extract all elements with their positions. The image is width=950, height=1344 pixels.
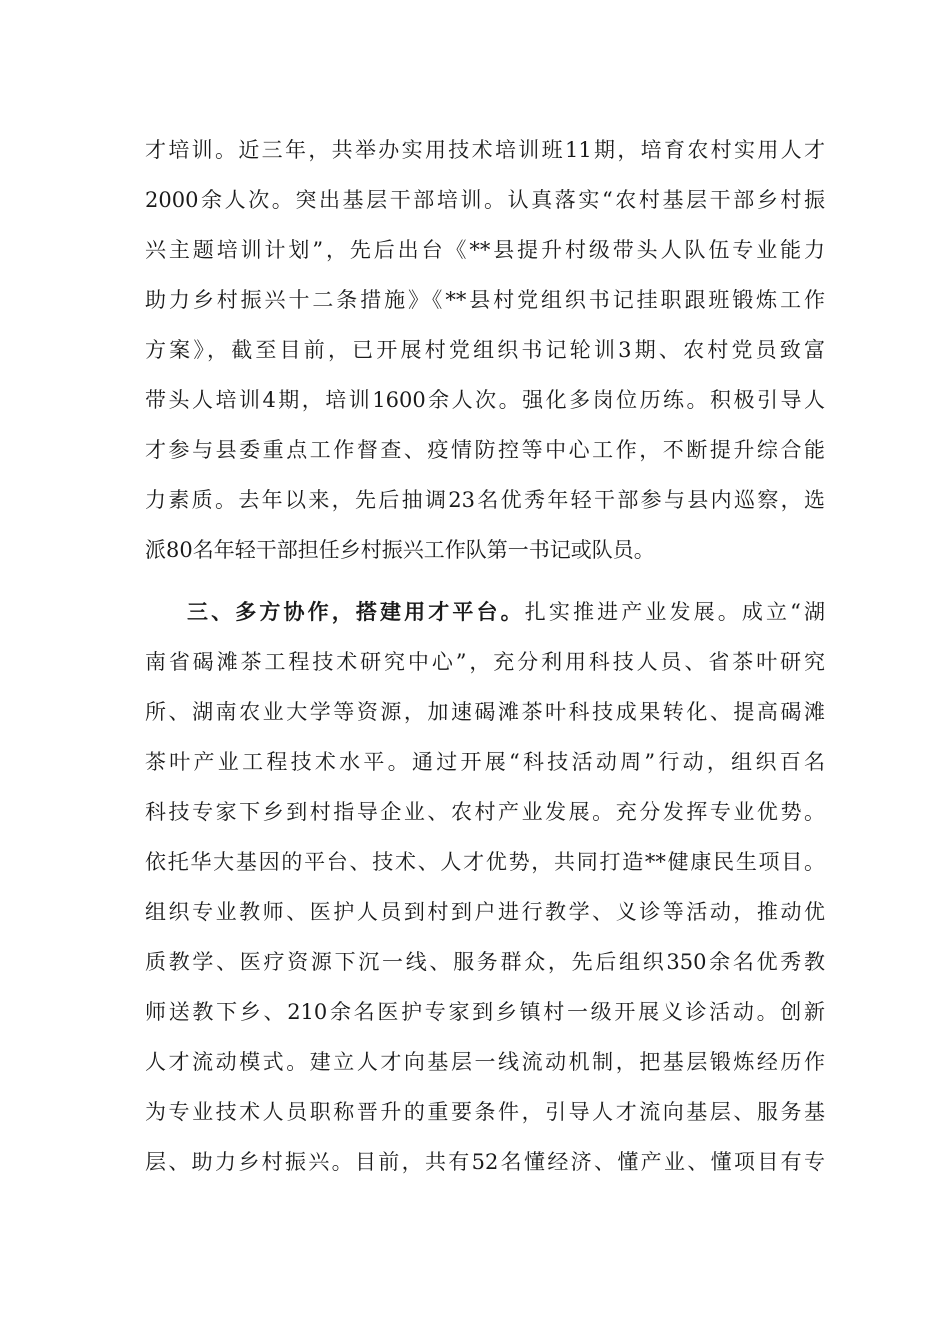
paragraph-2-line-6: 依托华大基因的平台、技术、人才优势，共同打造**健康民生项目。 — [145, 850, 825, 874]
paragraph-2-line-9: 师送教下乡、210余名医护专家到乡镇村一级开展义诊活动。创新 — [145, 1000, 825, 1024]
paragraph-2-line-2: 南省碣滩茶工程技术研究中心”，充分利用科技人员、省茶叶研究 — [145, 650, 825, 674]
paragraph-1-line-1: 才培训。近三年，共举办实用技术培训班11期，培育农村实用人才 — [145, 138, 825, 162]
paragraph-1-line-2: 2000余人次。突出基层干部培训。认真落实“农村基层干部乡村振 — [145, 188, 825, 212]
paragraph-1-line-3: 兴主题培训计划”，先后出台《**县提升村级带头人队伍专业能力 — [145, 238, 825, 262]
section-heading: 三、多方协作，搭建用才平台。 — [187, 599, 525, 624]
paragraph-2-line-12: 层、助力乡村振兴。目前，共有52名懂经济、懂产业、懂项目有专 — [145, 1150, 825, 1174]
paragraph-2-line-5: 科技专家下乡到村指导企业、农村产业发展。充分发挥专业优势。 — [145, 800, 825, 824]
paragraph-2-line-7: 组织专业教师、医护人员到村到户进行教学、义诊等活动，推动优 — [145, 900, 825, 924]
paragraph-2-line-1 — [187, 592, 825, 632]
paragraph-1-line-7: 才参与县委重点工作督查、疫情防控等中心工作，不断提升综合能 — [145, 438, 825, 462]
paragraph-2-line-10: 人才流动模式。建立人才向基层一线流动机制，把基层锻炼经历作 — [145, 1050, 825, 1074]
paragraph-1-line-9: 派80名年轻干部担任乡村振兴工作队第一书记或队员。 — [145, 538, 655, 562]
paragraph-1-line-8: 力素质。去年以来，先后抽调23名优秀年轻干部参与县内巡察，选 — [145, 488, 825, 512]
paragraph-2-line-3: 所、湖南农业大学等资源，加速碣滩茶叶科技成果转化、提高碣滩 — [145, 700, 825, 724]
paragraph-1-line-5: 方案》，截至目前，已开展村党组织书记轮训3期、农村党员致富 — [145, 338, 825, 362]
paragraph-2-line-4: 茶叶产业工程技术水平。通过开展“科技活动周”行动，组织百名 — [145, 750, 825, 774]
paragraph-2-line-1-text: 扎实推进产业发展。成立“湖 — [524, 600, 825, 624]
paragraph-1-line-6: 带头人培训4期，培训1600余人次。强化多岗位历练。积极引导人 — [145, 388, 825, 412]
paragraph-2-line-8: 质教学、医疗资源下沉一线、服务群众，先后组织350余名优秀教 — [145, 950, 825, 974]
paragraph-2-line-11: 为专业技术人员职称晋升的重要条件，引导人才流向基层、服务基 — [145, 1100, 825, 1124]
paragraph-1-line-4: 助力乡村振兴十二条措施》《**县村党组织书记挂职跟班锻炼工作 — [145, 288, 825, 312]
